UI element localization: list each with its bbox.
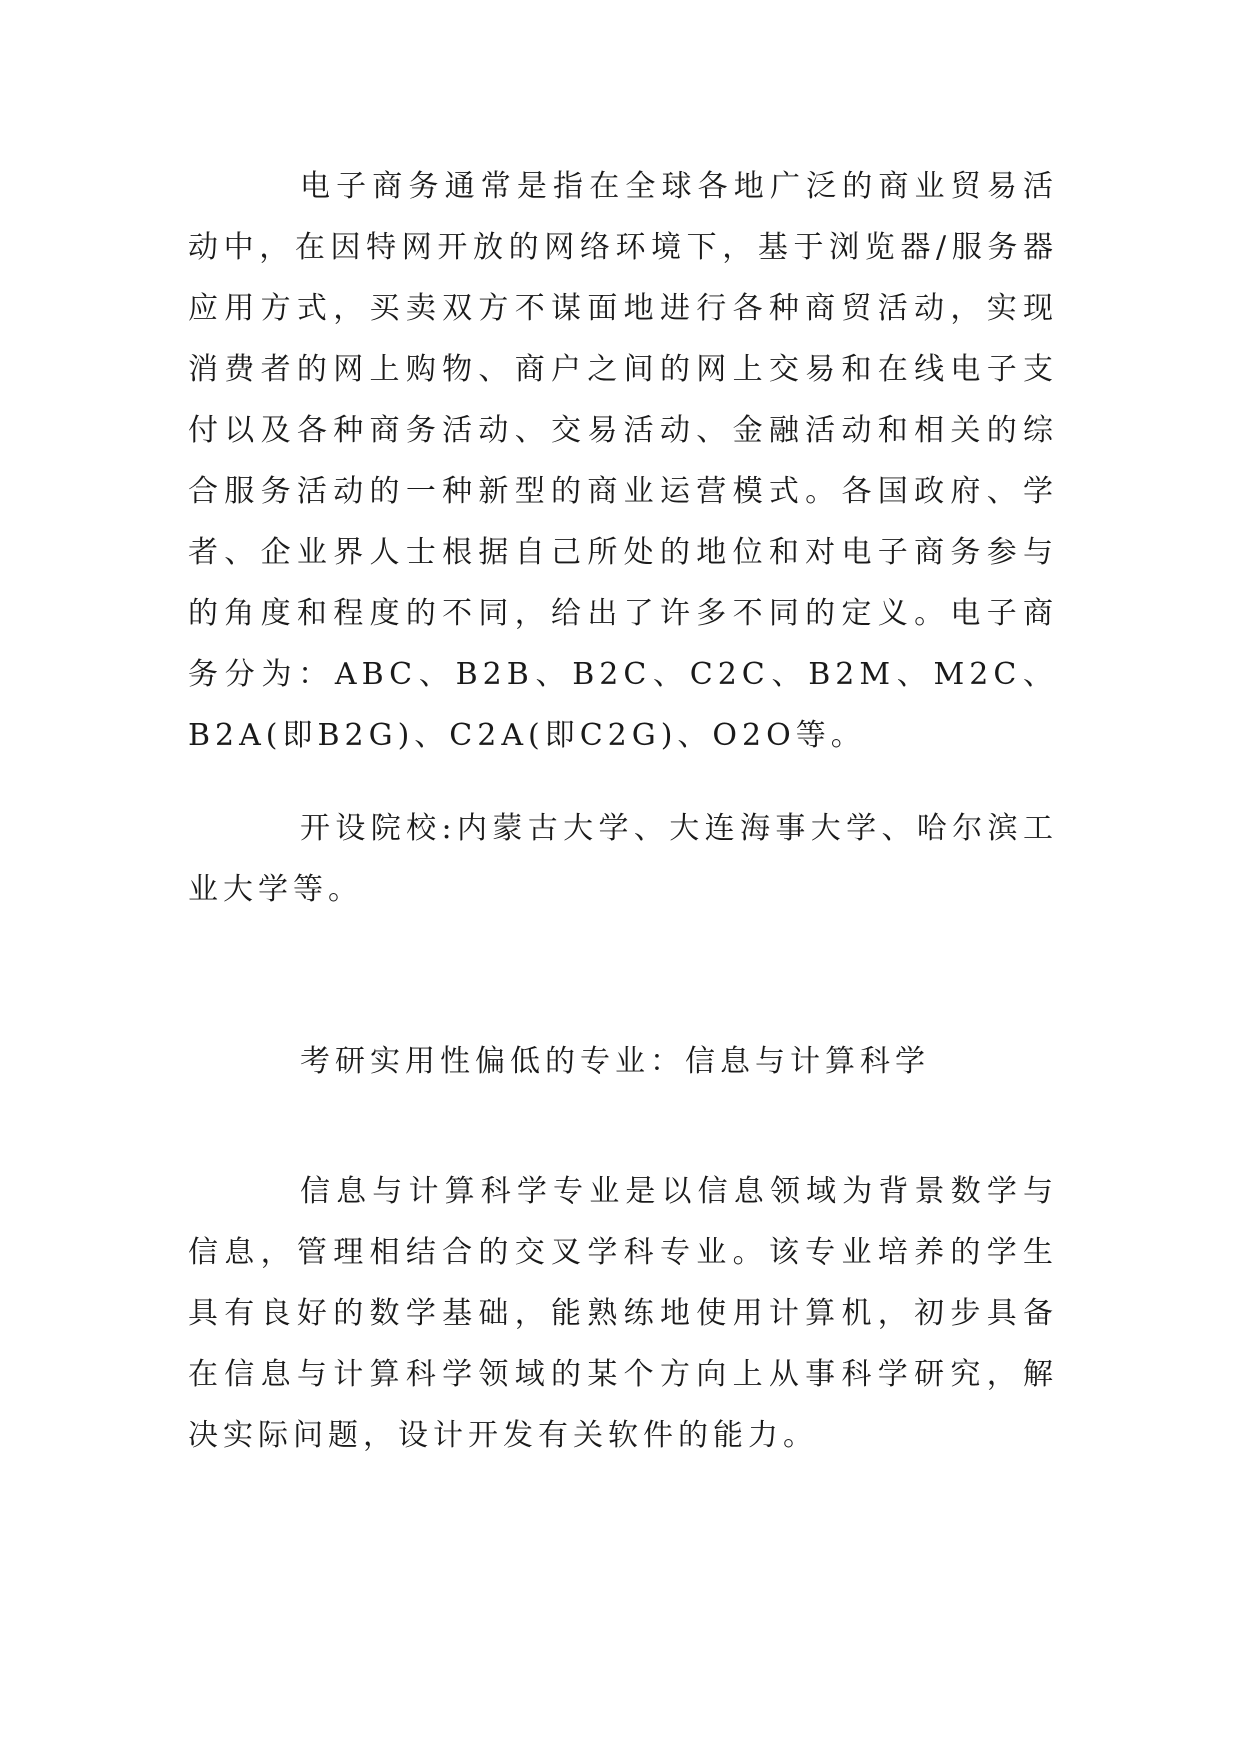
- paragraph-ecommerce-definition: 电子商务通常是指在全球各地广泛的商业贸易活动中，在因特网开放的网络环境下，基于浏览器/服务器应用方式，买卖双方不谋面地进行各种商贸活动，实现消费者的网上购物、商户之间的网上交易和在线电子支付以及各种商务活动、交易活动、金融活动和相关的综合服务活动的一种新型的商业运营模式。各国政府、学者、企业界人士根据自己所处的地位和对电子商务参与的角度和程度的不同，给出了许多不同的定义。电子商务分为：ABC、B2B、B2C、C2C、B2M、M2C、B2A(即B2G)、C2A(即C2G)、O2O等。: [188, 169, 1058, 753]
- paragraph-information-computing-science: 信息与计算科学专业是以信息领域为背景数学与信息，管理相结合的交叉学科专业。该专业培养的学生具有良好的数学基础，能熟练地使用计算机，初步具备在信息与计算科学领域的某个方向上从事科学研究，解决实际问题，设计开发有关软件的能力。: [188, 1174, 1058, 1453]
- paragraph-offering-schools: 开设院校:内蒙古大学、大连海事大学、哈尔滨工业大学等。: [188, 811, 1058, 907]
- paragraph-section-heading: 考研实用性偏低的专业：信息与计算科学: [300, 1044, 930, 1079]
